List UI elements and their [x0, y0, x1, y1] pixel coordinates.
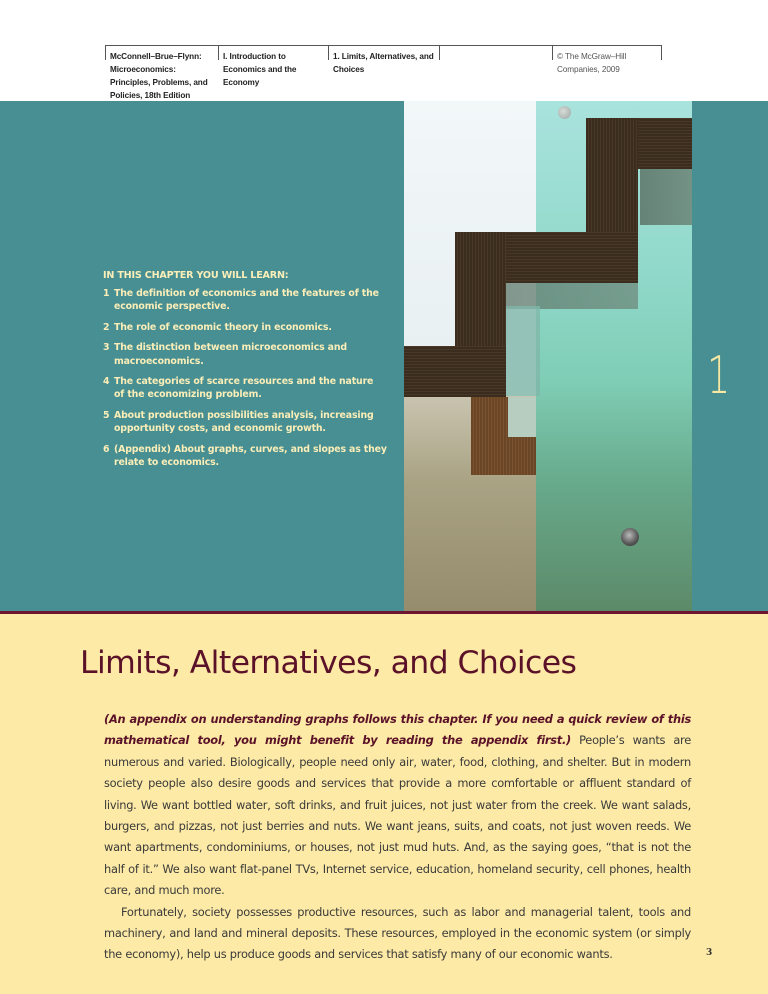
objective-text-line: The role of economic theory in economics. [114, 321, 332, 333]
objective-text-line: opportunity costs, and economic growth. [114, 423, 326, 435]
objective-text-line: of the economizing problem. [114, 389, 262, 401]
objective-number: 1 [103, 288, 110, 299]
objective-item [103, 287, 403, 314]
objective-item [103, 321, 403, 334]
objective-text-line: The definition of economics and the features of the [114, 288, 379, 299]
header-cell-book [105, 46, 208, 100]
objective-text-line: The distinction between microeconomics and [114, 342, 347, 354]
page-number: 3 [706, 948, 713, 958]
header-copyright-line-2: Companies, 2009 [557, 65, 620, 74]
header-part-line-3: Economy [223, 78, 260, 87]
header-copyright-line-1: © The McGraw–Hill [557, 52, 627, 61]
objective-item [103, 443, 403, 470]
header-book-line-3: Principles, Problems, and [110, 78, 208, 87]
objective-text-line: macroeconomics. [114, 355, 204, 367]
objective-text-line: About production possibilities analysis, increasing [114, 409, 374, 421]
objective-number: 4 [103, 376, 110, 388]
photo-stair-lower-tread [404, 346, 506, 397]
appendix-note: (An appendix on understanding graphs follows this chapter. If you need a quick review of this mathematical tool, you might benefit by reading the appendix first.) [104, 712, 691, 748]
photo-stair-bottom-tread [471, 437, 536, 475]
chapter-body [104, 709, 691, 966]
header-book-line-4: Policies, 18th Edition [110, 91, 191, 100]
header-chapter-line-2: Choices [333, 65, 365, 74]
objective-text-line: (Appendix) About graphs, curves, and slopes as they [114, 443, 387, 455]
chapter-number: 1 [707, 346, 731, 406]
body-paragraph-2: Fortunately, society possesses productive resources, such as labor and managerial talent, tools and machinery, and land and mineral deposits. These resources, employed in the economic system (or simply the economy), help us produce goods and services that satisfy many of our economic wants. [104, 904, 691, 962]
header-part-line-2: Economics and the [223, 65, 297, 74]
photo-glass-edge [506, 306, 540, 396]
header-cell-part [218, 46, 297, 87]
photo-glass-bolt-top [558, 106, 571, 119]
photo-glass-notch [508, 397, 536, 437]
objective-number: 3 [103, 342, 110, 354]
paragraph-1-text: People’s wants are numerous and varied. Biologically, people need only air, water, food, clothing, and shelter. But in modern society people also desire goods and services that provide a more comfortable or affluent standard of living. We want bottled water, soft drinks, and fruit juices, not just water from the creek. We want salads, burgers, and pizzas, not just berries and nuts. We want jeans, suits, and coats, not just woven reeds. We want apartments, condominiums, or houses, not just mud huts. And, as the saying goes, “that is not the half of it.” We also want flat-panel TVs, Internet service, education, homeland security, cell phones, health care, and much more. [104, 733, 691, 898]
header-cell-copyright [552, 46, 627, 74]
objective-text-line: relate to economics. [114, 457, 219, 469]
objective-item [103, 409, 403, 436]
header-book-line-2: Microeconomics: [110, 65, 176, 74]
objective-number: 5 [103, 409, 110, 421]
header-right-border [661, 46, 662, 60]
body-paragraph-1 [104, 709, 691, 902]
objective-number: 6 [103, 443, 110, 455]
objective-number: 2 [103, 321, 110, 333]
header-part-line-1: I. Introduction to [223, 52, 286, 61]
header-cell-empty [439, 46, 440, 60]
photo-glass-bolt-bottom [621, 528, 639, 546]
header-book-line-1: McConnell–Brue–Flynn: [110, 52, 202, 61]
objective-text-line: The categories of scarce resources and the nature [114, 376, 374, 388]
objective-text-line: economic perspective. [114, 301, 230, 313]
running-header [105, 45, 662, 101]
photo-shadow-upper [640, 169, 692, 225]
objective-item [103, 375, 403, 402]
header-cell-chapter [328, 46, 434, 74]
chapter-opener-photo [404, 101, 692, 612]
learning-objectives-heading: IN THIS CHAPTER YOU WILL LEARN: [103, 270, 289, 281]
learning-objectives [103, 270, 403, 476]
header-chapter-line-1: 1. Limits, Alternatives, and [333, 52, 434, 61]
chapter-title: Limits, Alternatives, and Choices [80, 645, 577, 681]
objective-item [103, 341, 403, 368]
